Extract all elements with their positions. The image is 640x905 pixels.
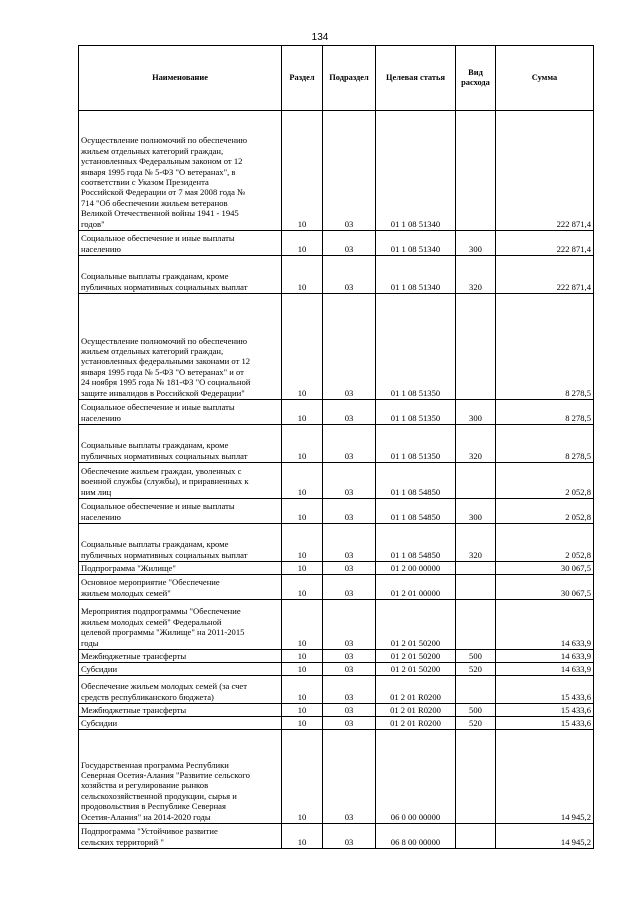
cell-kind xyxy=(456,562,496,575)
cell-article: 01 2 01 50200 xyxy=(376,650,456,663)
table-row xyxy=(79,824,594,849)
cell-sum: 14 945,2 xyxy=(496,824,594,849)
cell-sum: 222 871,4 xyxy=(496,256,594,294)
cell-article: 01 2 01 00000 xyxy=(376,575,456,600)
cell-name: Основное мероприятие "Обеспечение жильем молодых семей" xyxy=(79,575,282,600)
cell-kind: 520 xyxy=(456,717,496,730)
cell-article: 01 2 01 R0200 xyxy=(376,717,456,730)
cell-subsection: 03 xyxy=(323,730,376,824)
cell-article: 01 1 08 54850 xyxy=(376,499,456,524)
cell-subsection: 03 xyxy=(323,824,376,849)
cell-section: 10 xyxy=(282,824,323,849)
cell-sum: 8 278,5 xyxy=(496,400,594,425)
cell-article: 01 1 08 51340 xyxy=(376,231,456,256)
table-header xyxy=(79,46,594,111)
table-row xyxy=(79,400,594,425)
table-row xyxy=(79,562,594,575)
cell-section: 10 xyxy=(282,499,323,524)
table-row xyxy=(79,600,594,650)
cell-article: 01 1 08 51340 xyxy=(376,256,456,294)
cell-subsection: 03 xyxy=(323,676,376,704)
cell-subsection: 03 xyxy=(323,575,376,600)
cell-article: 01 1 08 54850 xyxy=(376,524,456,562)
cell-sum: 2 052,8 xyxy=(496,499,594,524)
cell-name: Социальное обеспечение и иные выплаты населению xyxy=(79,231,282,256)
cell-kind xyxy=(456,730,496,824)
cell-subsection: 03 xyxy=(323,562,376,575)
cell-sum: 15 433,6 xyxy=(496,717,594,730)
cell-section: 10 xyxy=(282,676,323,704)
header-subsection: Подраздел xyxy=(323,46,376,111)
cell-name: Мероприятия подпрограммы "Обеспечение жильем молодых семей" Федеральной целевой программы "Жилище" на 2011-2015 годы xyxy=(79,600,282,650)
cell-kind xyxy=(456,824,496,849)
cell-article: 01 1 08 51350 xyxy=(376,425,456,463)
page-number: 134 xyxy=(311,32,329,43)
cell-sum: 2 052,8 xyxy=(496,463,594,499)
cell-name: Межбюджетные трансферты xyxy=(79,704,282,717)
table-row xyxy=(79,425,594,463)
header-kind: Вид расхода xyxy=(456,46,496,111)
table-row xyxy=(79,676,594,704)
cell-sum: 14 633,9 xyxy=(496,600,594,650)
cell-section: 10 xyxy=(282,650,323,663)
cell-article: 01 2 01 50200 xyxy=(376,600,456,650)
cell-article: 01 1 08 51340 xyxy=(376,111,456,231)
cell-name: Социальные выплаты гражданам, кроме публичных нормативных социальных выплат xyxy=(79,425,282,463)
table-row xyxy=(79,717,594,730)
cell-name: Обеспечение жильем молодых семей (за счет средств республиканского бюджета) xyxy=(79,676,282,704)
cell-section: 10 xyxy=(282,231,323,256)
cell-kind: 300 xyxy=(456,231,496,256)
cell-sum: 15 433,6 xyxy=(496,676,594,704)
cell-section: 10 xyxy=(282,256,323,294)
cell-sum: 14 945,2 xyxy=(496,730,594,824)
header-article: Целевая статья xyxy=(376,46,456,111)
cell-subsection: 03 xyxy=(323,524,376,562)
cell-article: 01 1 08 51350 xyxy=(376,294,456,400)
cell-kind xyxy=(456,575,496,600)
cell-name: Осуществление полномочий по обеспечению жильем отдельных категорий граждан, установленных Федеральным законом от 12 января 1995 года № 5-ФЗ "О ветеранах", в соответствии с Указом Президента Российской Федерации от 7 мая 2008 года № 714 "Об обеспечении жильем ветеранов Великой Отечественной войны 1941 - 1945 годов" xyxy=(79,111,282,231)
cell-subsection: 03 xyxy=(323,400,376,425)
cell-section: 10 xyxy=(282,524,323,562)
table-row xyxy=(79,499,594,524)
cell-sum: 14 633,9 xyxy=(496,663,594,676)
cell-section: 10 xyxy=(282,600,323,650)
table-row xyxy=(79,575,594,600)
cell-sum: 222 871,4 xyxy=(496,231,594,256)
cell-name: Обеспечение жильем граждан, уволенных с военной службы (службы), и приравненных к ним лиц xyxy=(79,463,282,499)
table-row xyxy=(79,730,594,824)
header-section: Раздел xyxy=(282,46,323,111)
header-sum: Сумма xyxy=(496,46,594,111)
cell-section: 10 xyxy=(282,663,323,676)
cell-name: Межбюджетные трансферты xyxy=(79,650,282,663)
cell-article: 01 1 08 54850 xyxy=(376,463,456,499)
cell-name: Социальные выплаты гражданам, кроме публичных нормативных социальных выплат xyxy=(79,256,282,294)
cell-subsection: 03 xyxy=(323,463,376,499)
cell-subsection: 03 xyxy=(323,425,376,463)
cell-name: Субсидии xyxy=(79,717,282,730)
cell-subsection: 03 xyxy=(323,294,376,400)
cell-section: 10 xyxy=(282,111,323,231)
cell-article: 01 2 00 00000 xyxy=(376,562,456,575)
cell-section: 10 xyxy=(282,717,323,730)
cell-kind xyxy=(456,294,496,400)
cell-subsection: 03 xyxy=(323,704,376,717)
table-row xyxy=(79,650,594,663)
cell-sum: 30 067,5 xyxy=(496,575,594,600)
table-row xyxy=(79,463,594,499)
cell-section: 10 xyxy=(282,575,323,600)
cell-subsection: 03 xyxy=(323,111,376,231)
table-row xyxy=(79,663,594,676)
cell-subsection: 03 xyxy=(323,231,376,256)
cell-article: 06 8 00 00000 xyxy=(376,824,456,849)
cell-article: 01 2 01 R0200 xyxy=(376,676,456,704)
cell-subsection: 03 xyxy=(323,717,376,730)
cell-subsection: 03 xyxy=(323,663,376,676)
cell-kind: 300 xyxy=(456,400,496,425)
cell-subsection: 03 xyxy=(323,256,376,294)
cell-kind xyxy=(456,463,496,499)
table-row xyxy=(79,111,594,231)
cell-name: Осуществление полномочий по обеспечению жильем отдельных категорий граждан, установленных федеральными законами от 12 января 1995 года № 5-ФЗ "О ветеранах" и от 24 ноября 1995 года № 181-ФЗ "О социальной защите инвалидов в Российской Федерации" xyxy=(79,294,282,400)
cell-name: Государственная программа Республики Северная Осетия-Алания "Развитие сельского хозяйства и регулирование рынков сельскохозяйственной продукции, сырья и продовольствия в Республике Северная Осетия-Алания" на 2014-2020 годы xyxy=(79,730,282,824)
cell-subsection: 03 xyxy=(323,650,376,663)
cell-subsection: 03 xyxy=(323,600,376,650)
cell-name: Подпрограмма "Жилище" xyxy=(79,562,282,575)
cell-name: Социальное обеспечение и иные выплаты населению xyxy=(79,499,282,524)
table-row xyxy=(79,524,594,562)
cell-section: 10 xyxy=(282,562,323,575)
cell-kind: 300 xyxy=(456,499,496,524)
cell-article: 01 2 01 R0200 xyxy=(376,704,456,717)
budget-table xyxy=(78,45,594,849)
cell-section: 10 xyxy=(282,294,323,400)
cell-kind xyxy=(456,600,496,650)
header-row xyxy=(79,46,594,111)
cell-section: 10 xyxy=(282,463,323,499)
cell-sum: 222 871,4 xyxy=(496,111,594,231)
cell-kind xyxy=(456,111,496,231)
cell-name: Подпрограмма "Устойчивое развитие сельских территорий " xyxy=(79,824,282,849)
cell-subsection: 03 xyxy=(323,499,376,524)
cell-article: 01 1 08 51350 xyxy=(376,400,456,425)
cell-kind: 320 xyxy=(456,425,496,463)
table-row xyxy=(79,704,594,717)
cell-article: 01 2 01 50200 xyxy=(376,663,456,676)
cell-sum: 30 067,5 xyxy=(496,562,594,575)
cell-kind xyxy=(456,676,496,704)
table-row xyxy=(79,231,594,256)
cell-kind: 320 xyxy=(456,256,496,294)
cell-name: Социальные выплаты гражданам, кроме публичных нормативных социальных выплат xyxy=(79,524,282,562)
cell-sum: 14 633,9 xyxy=(496,650,594,663)
cell-kind: 500 xyxy=(456,650,496,663)
cell-section: 10 xyxy=(282,400,323,425)
table-body xyxy=(79,111,594,849)
table-row xyxy=(79,294,594,400)
cell-section: 10 xyxy=(282,730,323,824)
cell-section: 10 xyxy=(282,704,323,717)
cell-section: 10 xyxy=(282,425,323,463)
cell-sum: 2 052,8 xyxy=(496,524,594,562)
cell-kind: 320 xyxy=(456,524,496,562)
cell-article: 06 0 00 00000 xyxy=(376,730,456,824)
header-name: Наименование xyxy=(79,46,282,111)
table-row xyxy=(79,256,594,294)
cell-name: Субсидии xyxy=(79,663,282,676)
cell-name: Социальное обеспечение и иные выплаты населению xyxy=(79,400,282,425)
cell-sum: 8 278,5 xyxy=(496,294,594,400)
cell-sum: 15 433,6 xyxy=(496,704,594,717)
cell-kind: 500 xyxy=(456,704,496,717)
cell-sum: 8 278,5 xyxy=(496,425,594,463)
cell-kind: 520 xyxy=(456,663,496,676)
